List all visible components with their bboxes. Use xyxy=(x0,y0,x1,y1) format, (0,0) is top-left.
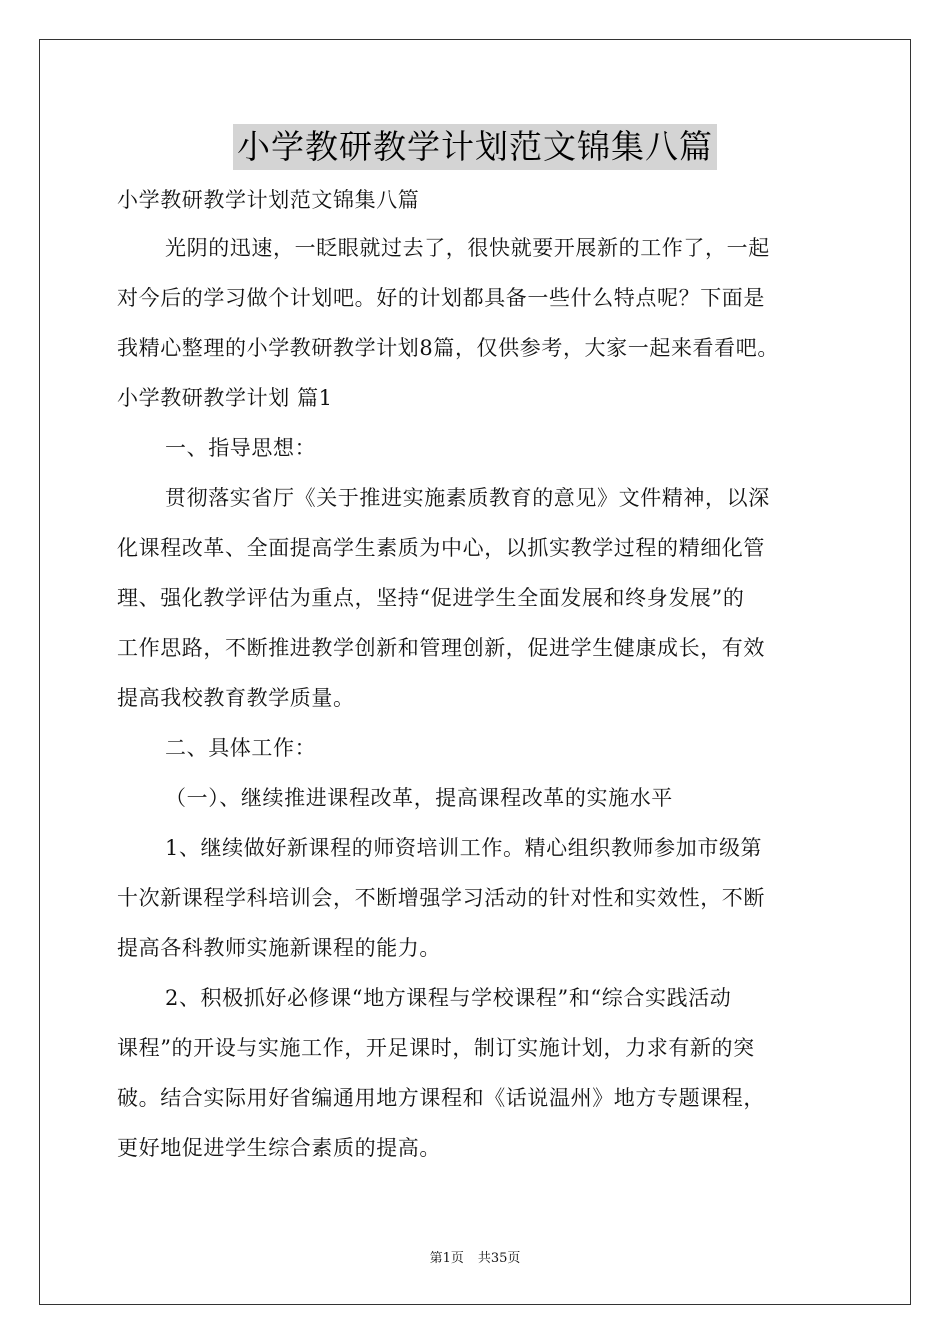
paragraph-line: 十次新课程学科培训会，不断增强学习活动的针对性和实效性，不断 xyxy=(117,886,765,910)
paragraph-line: 更好地促进学生综合素质的提高。 xyxy=(117,1136,441,1160)
paragraph-line: 贯彻落实省厅《关于推进实施素质教育的意见》文件精神，以深 xyxy=(165,486,770,510)
page-total: 共35页 xyxy=(477,1251,521,1266)
paragraph-line: 提高各科教师实施新课程的能力。 xyxy=(117,936,441,960)
subsection-heading: （一）、继续推进课程改革，提高课程改革的实施水平 xyxy=(165,786,673,810)
subsection-heading: 一、指导思想： xyxy=(165,436,317,460)
document-title: 小学教研教学计划范文锦集八篇 xyxy=(233,124,717,170)
paragraph-line: 2、积极抓好必修课“地方课程与学校课程”和“综合实践活动 xyxy=(165,986,732,1010)
subsection-heading: 二、具体工作： xyxy=(165,736,317,760)
page-number: 第1页 xyxy=(429,1251,464,1266)
paragraph-line: 化课程改革、全面提高学生素质为中心，以抓实教学过程的精细化管 xyxy=(117,536,765,560)
document-title-container xyxy=(0,124,950,170)
page-border xyxy=(39,39,911,1305)
paragraph-line: 课程”的开设与实施工作，开足课时，制订实施计划，力求有新的突 xyxy=(117,1036,755,1060)
subtitle-line: 小学教研教学计划范文锦集八篇 xyxy=(117,188,420,212)
section-heading: 小学教研教学计划 篇1 xyxy=(117,386,333,410)
paragraph-line: 我精心整理的小学教研教学计划8篇，仅供参考，大家一起来看看吧。 xyxy=(117,336,779,360)
paragraph-line: 工作思路，不断推进教学创新和管理创新，促进学生健康成长，有效 xyxy=(117,636,765,660)
paragraph-line: 提高我校教育教学质量。 xyxy=(117,686,355,710)
paragraph-line: 1、继续做好新课程的师资培训工作。精心组织教师参加市级第 xyxy=(165,836,763,860)
paragraph-line: 破。结合实际用好省编通用地方课程和《话说温州》地方专题课程， xyxy=(117,1086,765,1110)
paragraph-line: 光阴的迅速，一眨眼就过去了，很快就要开展新的工作了，一起 xyxy=(165,236,770,260)
paragraph-line: 对今后的学习做个计划吧。好的计划都具备一些什么特点呢？下面是 xyxy=(117,286,765,310)
page-footer xyxy=(0,1250,950,1268)
paragraph-line: 理、强化教学评估为重点，坚持“促进学生全面发展和终身发展”的 xyxy=(117,586,745,610)
